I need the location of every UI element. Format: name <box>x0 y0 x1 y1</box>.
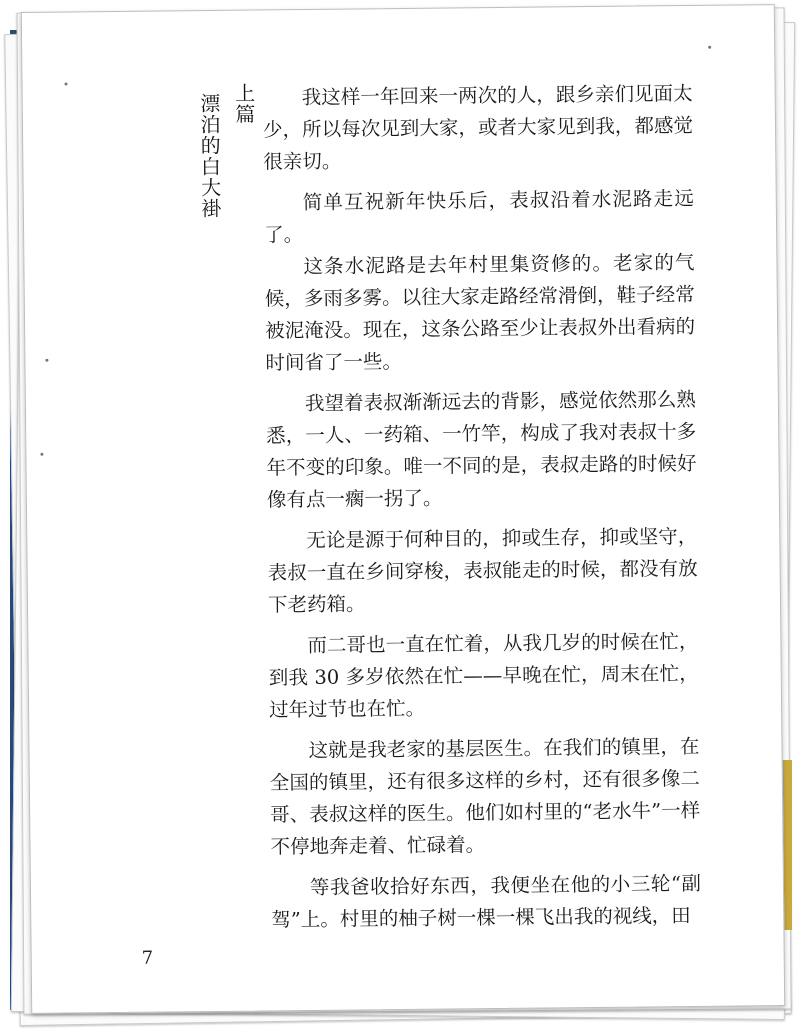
book-page <box>21 4 785 1014</box>
header-part: 上篇 <box>231 82 256 125</box>
paragraph-4: 我望着表叔渐渐远去的背影，感觉依然那么熟悉，一人、一药箱、一竹竿，构成了我对表叔十多年不变的印象。唯一不同的是，表叔走路的时候好像有点一瘸一拐了。 <box>266 387 697 512</box>
speck-mark <box>45 359 48 362</box>
speck-mark <box>708 46 711 49</box>
paragraph-7: 这就是我老家的基层医生。在我们的镇里，在全国的镇里，还有很多这样的乡村，还有很多像二哥、表叔这样的医生。他们如村里的“老水牛”一样不停地奔走着、忙碌着。 <box>269 734 701 859</box>
paragraph-1: 我这样一年回来一两次的人，跟乡亲们见面太少，所以每次见到大家，或者大家见到我，都感觉很亲切。 <box>262 81 694 174</box>
running-header <box>195 82 260 219</box>
header-title: 漂泊的白大褂 <box>196 92 222 220</box>
paragraph-2: 简单互祝新年快乐后，表叔沿着水泥路走远了。 <box>264 186 694 247</box>
page-number: 7 <box>141 947 154 969</box>
paragraph-5: 无论是源于何种目的，抑或生存，抑或坚守，表叔一直在乡间穿梭，表叔能走的时候，都没有放下老药箱。 <box>267 524 698 617</box>
page-body <box>263 78 702 945</box>
paragraph-6: 而二哥也一直在忙着，从我几岁的时候在忙，到我 30 多岁依然在忙——早晚在忙，周末在忙，过年过节也在忙。 <box>268 629 699 722</box>
speck-mark <box>40 453 43 456</box>
speck-mark <box>65 82 68 85</box>
paragraph-8: 等我爸收拾好东西，我便坐在他的小三轮“副驾”上。村里的柚子树一棵一棵飞出我的视线，田 <box>271 871 702 932</box>
paragraph-3: 这条水泥路是去年村里集资修的。老家的气候，多雨多雾。以往大家走路经常滑倒，鞋子经常被泥淹没。现在，这条公路至少让表叔外出看病的时间省了一些。 <box>264 250 696 375</box>
